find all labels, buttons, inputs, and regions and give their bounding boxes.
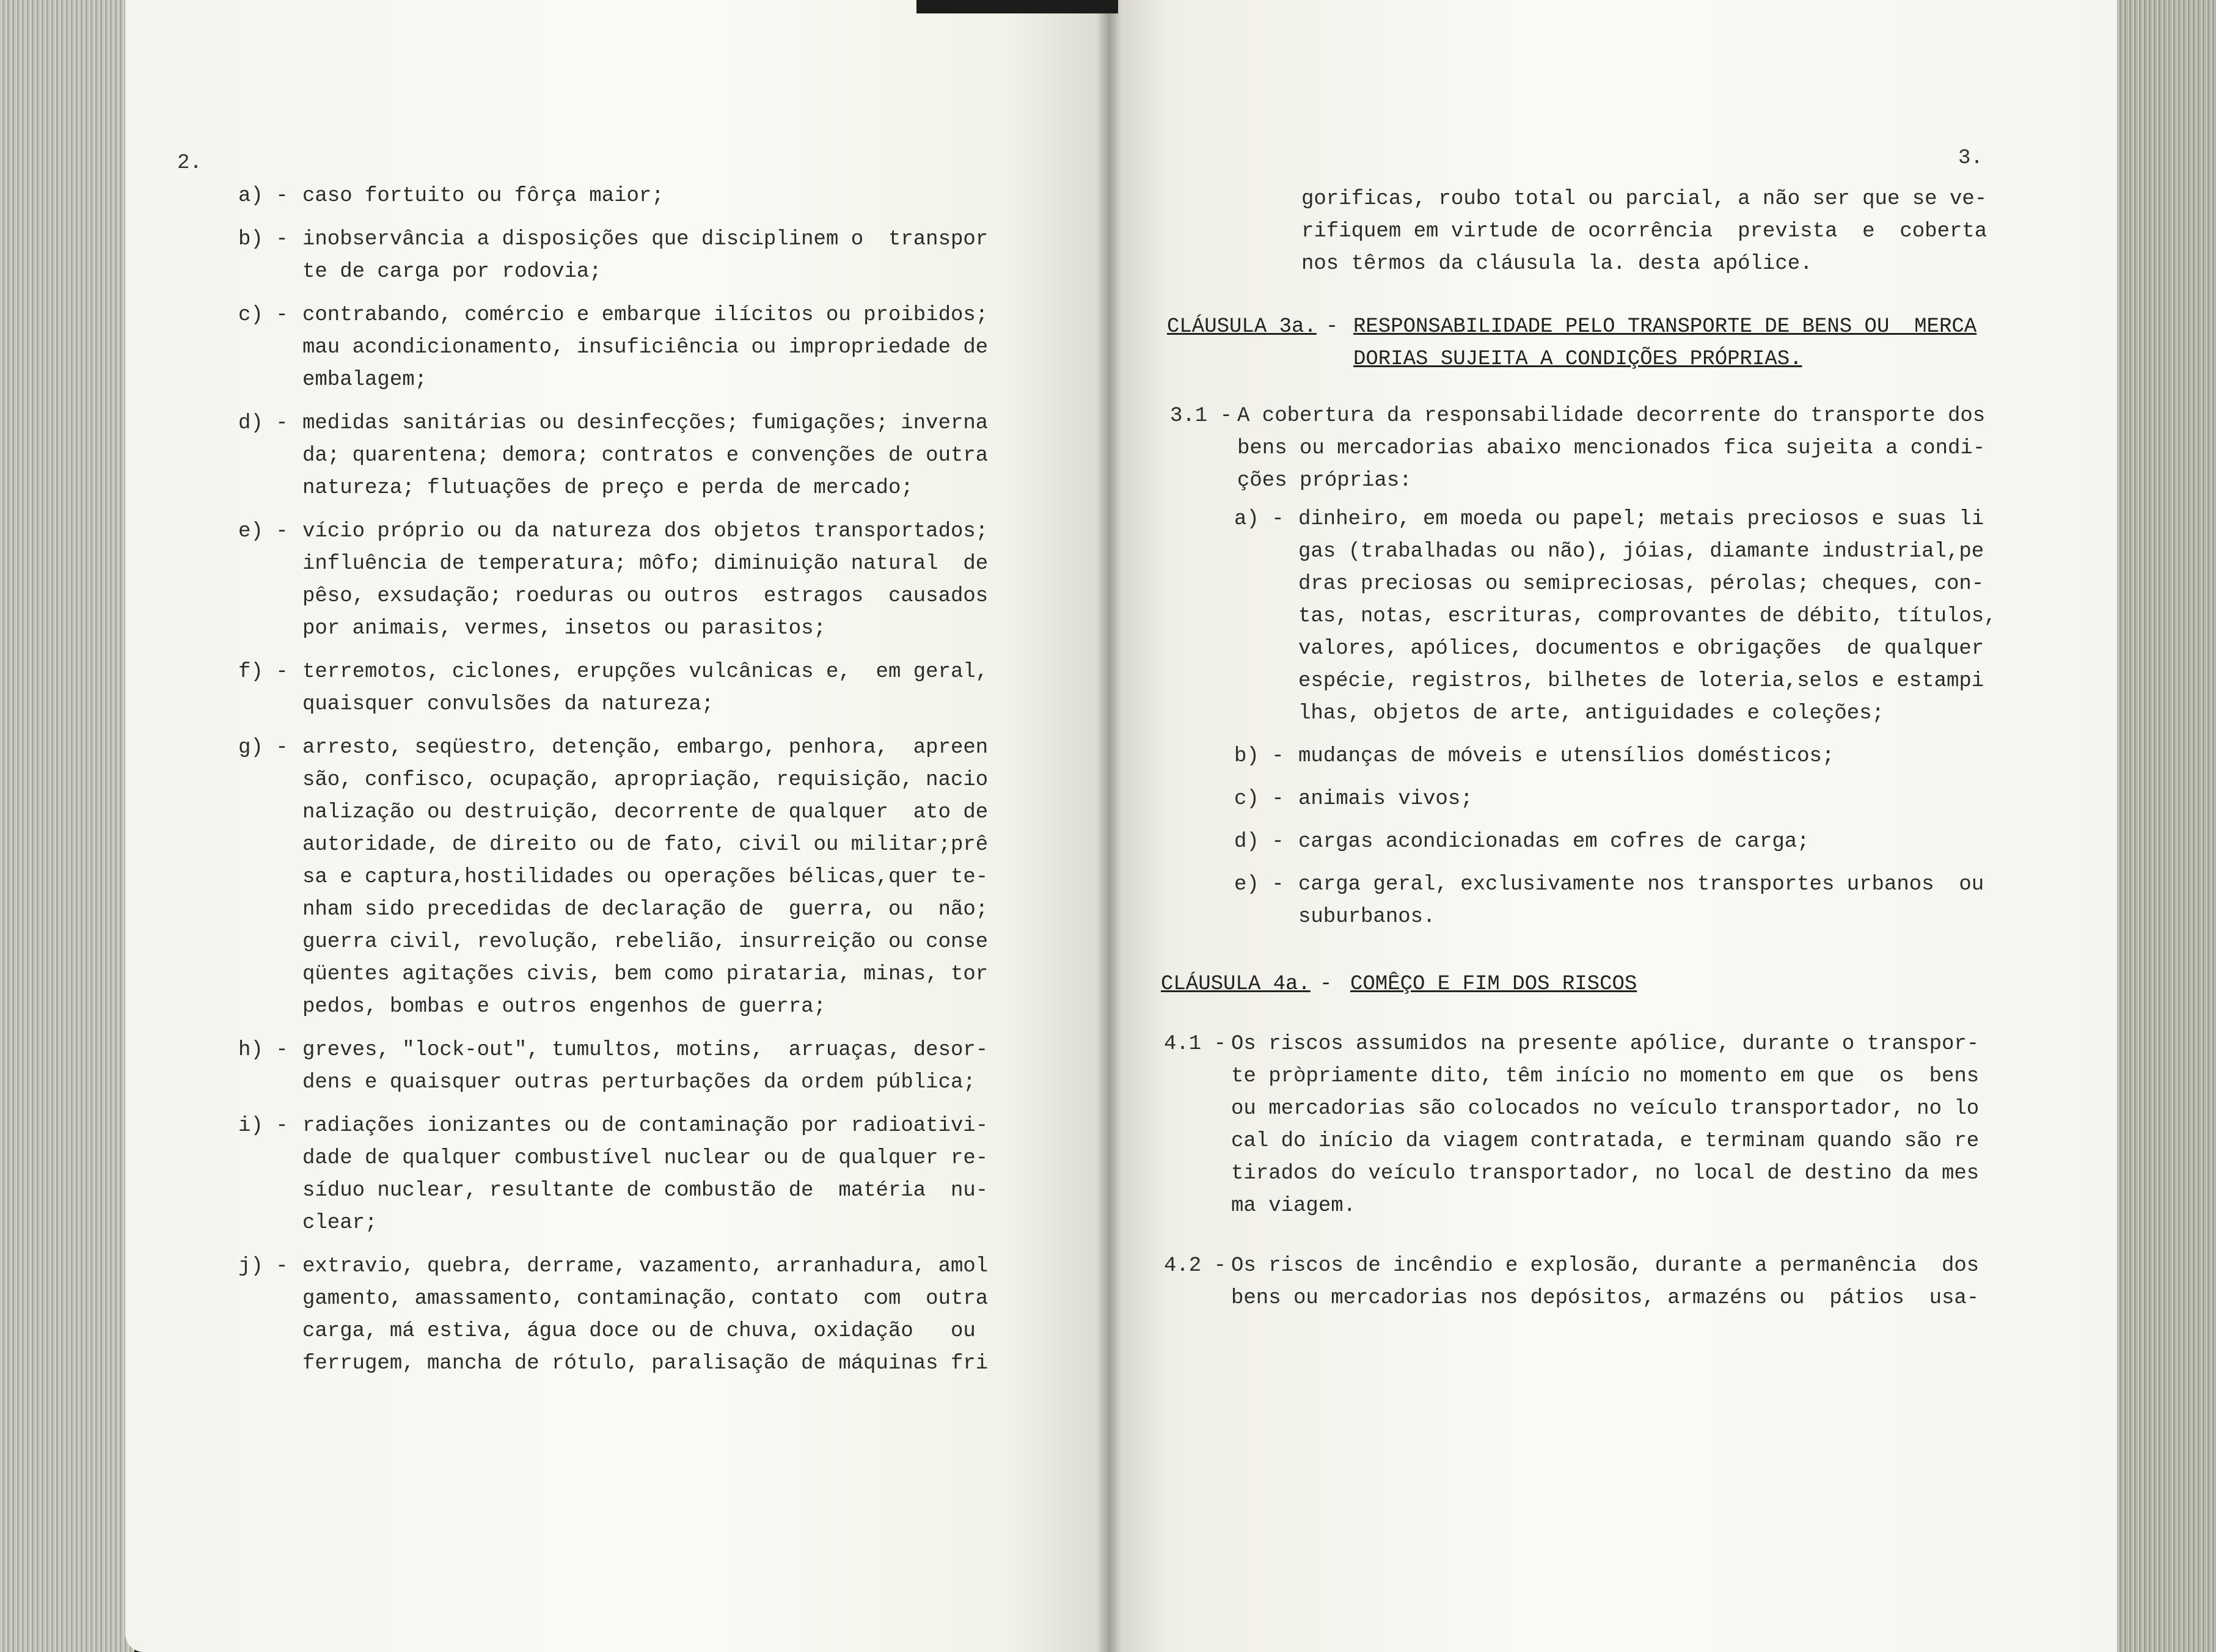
- clause-4-sub-label: 4.2 -: [1164, 1254, 1227, 1277]
- item-text-line: por animais, vermes, insetos ou parasitos;: [302, 617, 826, 640]
- clause-4-sub-text-line: cal do início da viagem contratada, e terminam quando são re: [1231, 1130, 1980, 1153]
- item-text-line: vício próprio ou da natureza dos objetos transportados;: [302, 520, 989, 543]
- item-text-line: quaisquer convulsões da natureza;: [302, 693, 714, 716]
- continuation-text-line: nos têrmos da cláusula la. desta apólice.: [1301, 252, 1813, 276]
- item-text-line: dade de qualquer combustível nuclear ou de qualquer re-: [302, 1147, 989, 1170]
- clause-3-item-text-line: lhas, objetos de arte, antiguidades e coleções;: [1298, 702, 1884, 725]
- clause-3-item-text-line: mudanças de móveis e utensílios domésticos;: [1298, 745, 1835, 768]
- item-text-line: síduo nuclear, resultante de combustão de matéria nu-: [302, 1179, 989, 1202]
- page-edges-right: [2112, 0, 2216, 1652]
- item-text-line: dens e quaisquer outras perturbações da ordem pública;: [302, 1071, 976, 1094]
- item-text-line: natureza; flutuações de preço e perda de mercado;: [302, 477, 913, 500]
- item-text-line: mau acondicionamento, insuficiência ou impropriedade de: [302, 336, 989, 359]
- clause-3-1-text-line: A cobertura da responsabilidade decorrente do transporte dos: [1237, 404, 1986, 428]
- clause-3-1-text-line: ções próprias:: [1237, 469, 1412, 492]
- clause-4-title: COMÊÇO E FIM DOS RISCOS: [1350, 973, 1637, 996]
- clause-4-sub-label: 4.1 -: [1164, 1032, 1227, 1056]
- clause-3-heading: CLÁUSULA 3a.: [1167, 315, 1317, 338]
- right-page: [1109, 0, 2117, 1652]
- item-text-line: contrabando, comércio e embarque ilícitos ou proibidos;: [302, 304, 989, 327]
- clause-3-item-text-line: carga geral, exclusivamente nos transportes urbanos ou: [1298, 873, 1984, 896]
- clause-3-item-text-line: valores, apólices, documentos e obrigações de qualquer: [1298, 637, 1984, 660]
- item-text-line: terremotos, ciclones, erupções vulcânicas e, em geral,: [302, 660, 989, 684]
- clause-3-1-label: 3.1 -: [1170, 404, 1233, 428]
- clause-3-item-label: e) -: [1234, 873, 1284, 896]
- clause-4-sub-text-line: te pròpriamente dito, têm início no momento em que os bens: [1231, 1065, 1980, 1088]
- item-text-line: qüentes agitações civis, bem como pirataria, minas, tor: [302, 963, 989, 986]
- clause-3-item-label: d) -: [1234, 830, 1284, 853]
- item-label: g) -: [238, 736, 288, 759]
- clause-4-sub-text-line: ou mercadorias são colocados no veículo transportador, no lo: [1231, 1097, 1980, 1120]
- item-text-line: ferrugem, mancha de rótulo, paralisação de máquinas fri: [302, 1352, 989, 1375]
- clause-3-dash: -: [1326, 315, 1339, 338]
- item-text-line: nham sido precedidas de declaração de guerra, ou não;: [302, 898, 989, 921]
- item-text-line: te de carga por rodovia;: [302, 260, 602, 283]
- clause-4-sub-text-line: tirados do veículo transportador, no local de destino da mes: [1231, 1162, 1980, 1185]
- item-label: j) -: [238, 1255, 288, 1278]
- item-text-line: influência de temperatura; môfo; diminuição natural de: [302, 552, 989, 576]
- clause-3-title-line: DORIAS SUJEITA A CONDIÇÕES PRÓPRIAS.: [1353, 348, 1802, 371]
- clause-4-sub-text-line: bens ou mercadorias nos depósitos, armazéns ou pátios usa-: [1231, 1287, 1980, 1310]
- item-text-line: autoridade, de direito ou de fato, civil ou militar;prê: [302, 833, 989, 857]
- item-label: d) -: [238, 412, 288, 435]
- clause-3-item-text-line: suburbanos.: [1298, 905, 1436, 929]
- item-text-line: são, confisco, ocupação, apropriação, requisição, nacio: [302, 769, 989, 792]
- item-label: c) -: [238, 304, 288, 327]
- clause-3-item-label: a) -: [1234, 508, 1284, 531]
- page-number-right: 3.: [1958, 147, 1983, 170]
- item-label: h) -: [238, 1039, 288, 1062]
- item-text-line: guerra civil, revolução, rebelião, insurreição ou conse: [302, 930, 989, 954]
- item-text-line: da; quarentena; demora; contratos e convenções de outra: [302, 444, 989, 467]
- clause-4-sub-text-line: Os riscos de incêndio e explosão, durante a permanência dos: [1231, 1254, 1980, 1277]
- book-gutter: [1097, 0, 1121, 1652]
- item-text-line: medidas sanitárias ou desinfecções; fumigações; inverna: [302, 412, 989, 435]
- clause-3-item-text-line: gas (trabalhadas ou não), jóias, diamante industrial,pe: [1298, 540, 1984, 563]
- item-text-line: clear;: [302, 1212, 378, 1235]
- item-label: i) -: [238, 1114, 288, 1138]
- clause-3-title-line: RESPONSABILIDADE PELO TRANSPORTE DE BENS OU MERCA: [1353, 315, 1977, 338]
- item-text-line: extravio, quebra, derrame, vazamento, arranhadura, amol: [302, 1255, 989, 1278]
- item-text-line: caso fortuito ou fôrça maior;: [302, 185, 664, 208]
- item-text-line: arresto, seqüestro, detenção, embargo, penhora, apreen: [302, 736, 989, 759]
- item-text-line: nalização ou destruição, decorrente de qualquer ato de: [302, 801, 989, 824]
- continuation-text-line: rifiquem em virtude de ocorrência prevista e coberta: [1301, 220, 1987, 243]
- item-text-line: gamento, amassamento, contaminação, contato com outra: [302, 1287, 989, 1310]
- item-text-line: pedos, bombas e outros engenhos de guerra;: [302, 995, 826, 1018]
- item-label: e) -: [238, 520, 288, 543]
- continuation-text-line: gorificas, roubo total ou parcial, a não ser que se ve-: [1301, 188, 1987, 211]
- clause-3-item-text-line: dinheiro, em moeda ou papel; metais preciosos e suas li: [1298, 508, 1984, 531]
- item-text-line: carga, má estiva, água doce ou de chuva, oxidação ou: [302, 1320, 976, 1343]
- clause-3-item-text-line: animais vivos;: [1298, 788, 1473, 811]
- binding-shadow-top: [916, 0, 1118, 13]
- item-text-line: greves, "lock-out", tumultos, motins, arruaças, desor-: [302, 1039, 989, 1062]
- item-label: f) -: [238, 660, 288, 684]
- page-number-left: 2.: [177, 152, 202, 175]
- page-edges-left: [0, 0, 134, 1652]
- clause-3-1-text-line: bens ou mercadorias abaixo mencionados fica sujeita a condi-: [1237, 437, 1986, 460]
- clause-3-item-label: b) -: [1234, 745, 1284, 768]
- clause-3-item-label: c) -: [1234, 788, 1284, 811]
- clause-3-item-text-line: cargas acondicionadas em cofres de carga;: [1298, 830, 1810, 853]
- clause-4-dash: -: [1320, 973, 1333, 996]
- clause-4-sub-text-line: ma viagem.: [1231, 1194, 1356, 1218]
- item-label: b) -: [238, 228, 288, 251]
- item-text-line: embalagem;: [302, 368, 428, 392]
- left-page: [125, 0, 1109, 1652]
- clause-3-item-text-line: dras preciosas ou semipreciosas, pérolas; cheques, con-: [1298, 572, 1984, 596]
- item-label: a) -: [238, 185, 288, 208]
- clause-4-heading: CLÁUSULA 4a.: [1161, 973, 1311, 996]
- item-text-line: pêso, exsudação; roeduras ou outros estragos causados: [302, 585, 989, 608]
- item-text-line: radiações ionizantes ou de contaminação por radioativi-: [302, 1114, 989, 1138]
- item-text-line: sa e captura,hostilidades ou operações bélicas,quer te-: [302, 866, 989, 889]
- item-text-line: inobservância a disposições que disciplinem o transpor: [302, 228, 989, 251]
- clause-3-item-text-line: tas, notas, escrituras, comprovantes de débito, títulos,: [1298, 605, 1997, 628]
- clause-3-item-text-line: espécie, registros, bilhetes de loteria,selos e estampi: [1298, 670, 1984, 693]
- clause-4-sub-text-line: Os riscos assumidos na presente apólice, durante o transpor-: [1231, 1032, 1980, 1056]
